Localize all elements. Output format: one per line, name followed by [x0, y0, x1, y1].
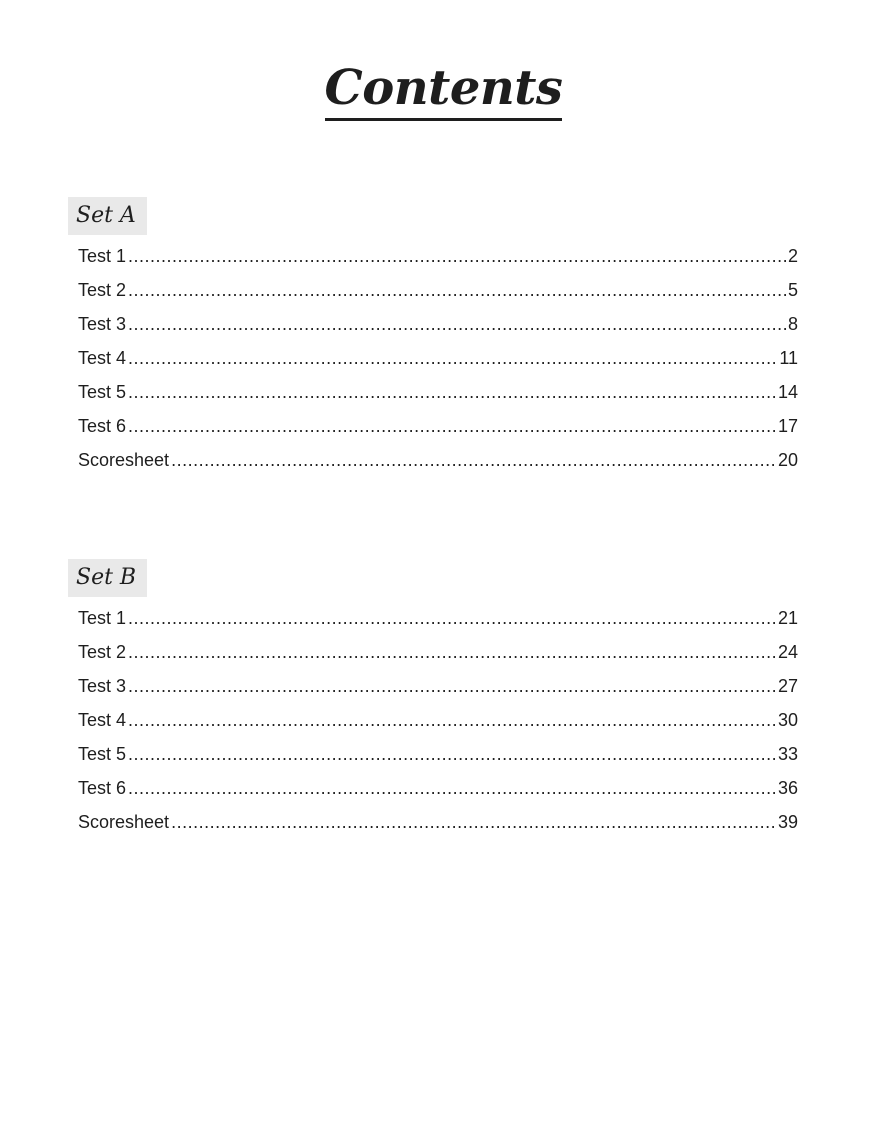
- toc-entry-page: 17: [777, 416, 798, 436]
- toc-entry-page: 30: [777, 710, 798, 730]
- toc-entry[interactable]: [78, 601, 798, 635]
- toc-entry-page: 14: [777, 382, 798, 402]
- toc-entry-page: 33: [777, 744, 798, 764]
- toc-entry[interactable]: [78, 307, 798, 341]
- toc-entry-label: Test 2: [78, 642, 127, 662]
- toc-entry-label: Test 3: [78, 314, 127, 334]
- toc-entry-page: 8: [787, 314, 798, 334]
- toc-entry-label: Test 1: [78, 246, 127, 266]
- toc-entry-label: Test 4: [78, 348, 127, 368]
- toc-entry-label: Test 1: [78, 608, 127, 628]
- toc-entry-page: 39: [777, 812, 798, 832]
- toc-entry[interactable]: [78, 239, 798, 273]
- toc-entry-label: Test 4: [78, 710, 127, 730]
- toc-entry-label: Test 3: [78, 676, 127, 696]
- toc-entry-label: Scoresheet: [78, 450, 170, 470]
- toc-entry[interactable]: [78, 341, 798, 375]
- toc-entry-page: 2: [787, 246, 798, 266]
- page-title: Contents: [325, 60, 563, 121]
- dot-leader: [128, 375, 777, 409]
- set-a-section: [68, 197, 803, 477]
- toc-entry[interactable]: [78, 635, 798, 669]
- dot-leader: [128, 239, 787, 273]
- dot-leader: [128, 307, 787, 341]
- set-b-section: [68, 559, 803, 839]
- toc-entry-page: 21: [777, 608, 798, 628]
- toc-entry-label: Scoresheet: [78, 812, 170, 832]
- toc-entry-label: Test 6: [78, 416, 127, 436]
- toc-entry[interactable]: [78, 375, 798, 409]
- dot-leader: [128, 409, 777, 443]
- toc-entry-page: 5: [787, 280, 798, 300]
- dot-leader: [128, 737, 777, 771]
- dot-leader: [128, 341, 778, 375]
- toc-entry[interactable]: [78, 273, 798, 307]
- toc-entry-label: Test 6: [78, 778, 127, 798]
- set-b-heading: Set B: [68, 559, 147, 597]
- dot-leader: [128, 601, 777, 635]
- toc-entry-label: Test 5: [78, 382, 127, 402]
- toc-entry[interactable]: [78, 669, 798, 703]
- dot-leader: [128, 703, 777, 737]
- toc-entry-page: 27: [777, 676, 798, 696]
- toc-entry[interactable]: [78, 443, 798, 477]
- toc-entry-page: 20: [777, 450, 798, 470]
- toc-entry-label: Test 2: [78, 280, 127, 300]
- toc-entry[interactable]: [78, 703, 798, 737]
- dot-leader: [128, 771, 777, 805]
- page-title-container: [0, 60, 887, 121]
- dot-leader: [128, 669, 777, 703]
- dot-leader: [171, 443, 777, 477]
- set-a-toc-list: [68, 239, 803, 477]
- toc-entry[interactable]: [78, 771, 798, 805]
- toc-entry-label: Test 5: [78, 744, 127, 764]
- dot-leader: [128, 635, 777, 669]
- set-b-toc-list: [68, 601, 803, 839]
- toc-entry-page: 11: [779, 348, 798, 368]
- toc-entry-page: 36: [777, 778, 798, 798]
- toc-entry[interactable]: [78, 737, 798, 771]
- set-a-heading: Set A: [68, 197, 147, 235]
- toc-entry[interactable]: [78, 409, 798, 443]
- dot-leader: [171, 805, 777, 839]
- toc-entry-page: 24: [777, 642, 798, 662]
- toc-entry[interactable]: [78, 805, 798, 839]
- dot-leader: [128, 273, 787, 307]
